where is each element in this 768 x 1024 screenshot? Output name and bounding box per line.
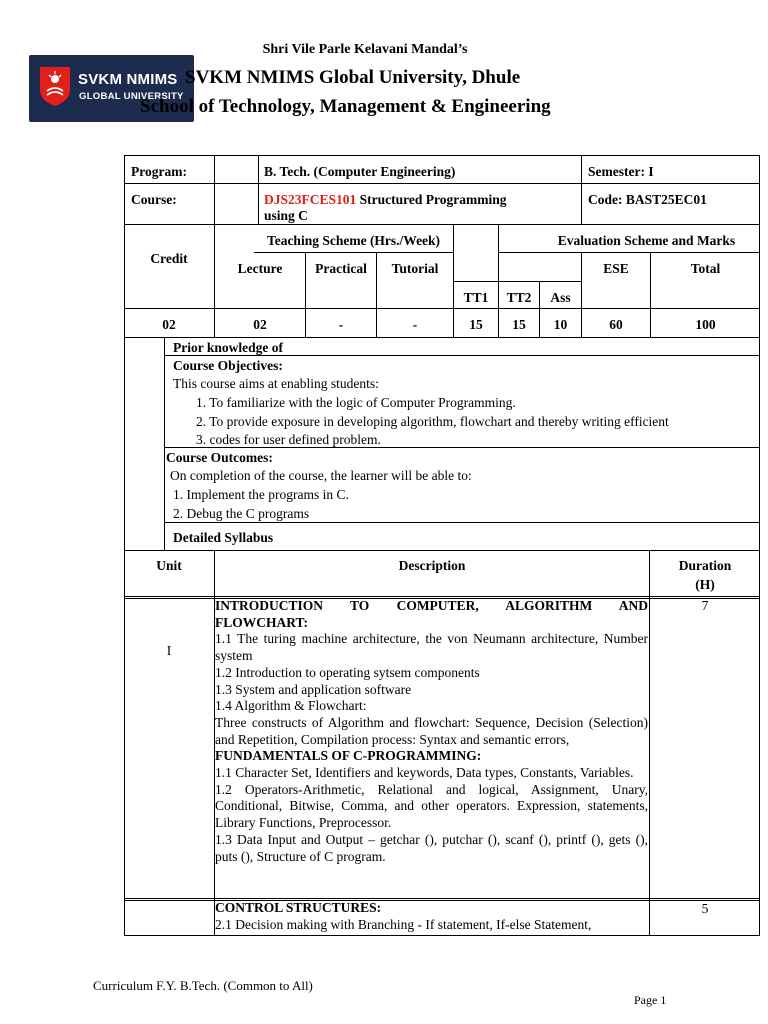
description-line: 1.2 Introduction to operating sytsem components — [215, 664, 480, 680]
course-title-line1 — [264, 191, 507, 208]
total-header: Total — [690, 261, 721, 276]
description-line: 1.1 Character Set, Identifiers and keywords, Data types, Constants, Variables. — [215, 765, 634, 781]
credit-value: 02 — [162, 317, 176, 332]
evaluation-scheme-header: Evaluation Scheme and Marks — [557, 233, 736, 248]
tt1-header: TT1 — [463, 290, 489, 305]
description-line: 2.1 Decision making with Branching - If statement, If-else Statement, — [215, 916, 592, 932]
tutorial-header: Tutorial — [391, 261, 439, 276]
page-number: Page 1 — [634, 993, 667, 1007]
course-name: Structured Programming — [356, 192, 507, 207]
course-label: Course: — [131, 192, 177, 207]
ese-header: ESE — [603, 261, 629, 276]
credit-header: Credit — [150, 251, 188, 266]
unit-description — [215, 598, 648, 865]
unit-header: Unit — [156, 558, 182, 573]
description-line: 1.3 System and application software — [215, 681, 412, 697]
program-label: Program: — [131, 164, 187, 179]
semester: Semester: I — [588, 164, 654, 179]
objective-item: 2. To provide exposure in developing algorithm, flowchart and thereby writing efficient — [196, 414, 669, 429]
teaching-scheme-header: Teaching Scheme (Hrs./Week) — [266, 233, 441, 248]
lecture-header: Lecture — [237, 261, 283, 276]
course-title-line2: using C — [264, 208, 308, 223]
duration-unit: (H) — [695, 577, 715, 592]
objective-item: 1. To familiarize with the logic of Computer Programming. — [196, 395, 516, 410]
syllabus-title: Detailed Syllabus — [173, 530, 274, 545]
outcome-item: 1. Implement the programs in C. — [173, 487, 349, 502]
objectives-title: Course Objectives: — [173, 358, 283, 373]
description-line: 1.3 Data Input and Output – getchar (), putchar (), scanf (), printf (), gets (), puts (), Structure of C program. — [215, 831, 648, 864]
description-line: 1.1 The turing machine architecture, the von Neumann architecture, Number system — [215, 631, 648, 664]
description-line: Three constructs of Algorithm and flowchart: Sequence, Decision (Selection) and Repetition, Compilation process: Syntax and semantic errors, — [215, 714, 648, 747]
logo-name: SVKM NMIMS — [78, 71, 178, 88]
tt2-value: 15 — [512, 317, 526, 332]
objective-item: 3. codes for user defined problem. — [196, 432, 381, 447]
total-value: 100 — [695, 317, 716, 332]
logo-subtitle: GLOBAL UNIVERSITY — [79, 91, 184, 102]
ass-value: 10 — [553, 317, 568, 332]
lecture-value: 02 — [253, 317, 267, 332]
unit-duration: 7 — [701, 598, 709, 613]
duration-header: Duration — [678, 558, 732, 573]
tt2-header: TT2 — [506, 290, 532, 305]
prior-knowledge: Prior knowledge of — [173, 340, 283, 355]
course-code: DJS23FCES101 — [264, 192, 357, 207]
unit-number: I — [166, 643, 172, 658]
description-line: 1.4 Algorithm & Flowchart: — [215, 698, 367, 714]
objectives-intro: This course aims at enabling students: — [173, 376, 379, 391]
outcomes-intro: On completion of the course, the learner will be able to: — [170, 468, 472, 483]
description-heading: CONTROL STRUCTURES: — [215, 900, 382, 915]
tt1-value: 15 — [469, 317, 483, 332]
description-line: 1.2 Operators-Arithmetic, Relational and logical, Assignment, Unary, Conditional, Bitwise, Comma, and other operators. Expression, statements, Library Functions, Preprocessor. — [215, 781, 648, 831]
university-name: SVKM NMIMS Global University, Dhule — [185, 67, 521, 88]
outcomes-title: Course Outcomes: — [166, 450, 273, 465]
program-value: B. Tech. (Computer Engineering) — [264, 164, 456, 179]
tutorial-value: - — [412, 317, 418, 332]
ass-header: Ass — [550, 290, 571, 305]
ese-value: 60 — [609, 317, 623, 332]
practical-header: Practical — [315, 261, 367, 276]
outcome-item: 2. Debug the C programs — [173, 506, 310, 521]
unit-description — [215, 900, 648, 933]
description-heading: FUNDAMENTALS OF C-PROGRAMMING: — [215, 748, 482, 764]
curriculum-footer: Curriculum F.Y. B.Tech. (Common to All) — [93, 978, 313, 993]
mandal-name: Shri Vile Parle Kelavani Mandal’s — [262, 42, 468, 57]
shield-emblem-icon — [38, 65, 72, 107]
school-name: School of Technology, Management & Engineering — [140, 96, 551, 117]
practical-value: - — [338, 317, 344, 332]
description-header: Description — [398, 558, 466, 573]
unit-duration: 5 — [701, 901, 709, 916]
course-code-ref: Code: BAST25EC01 — [588, 192, 707, 207]
description-heading: INTRODUCTION TO COMPUTER, ALGORITHM AND FLOWCHART: — [215, 598, 648, 630]
